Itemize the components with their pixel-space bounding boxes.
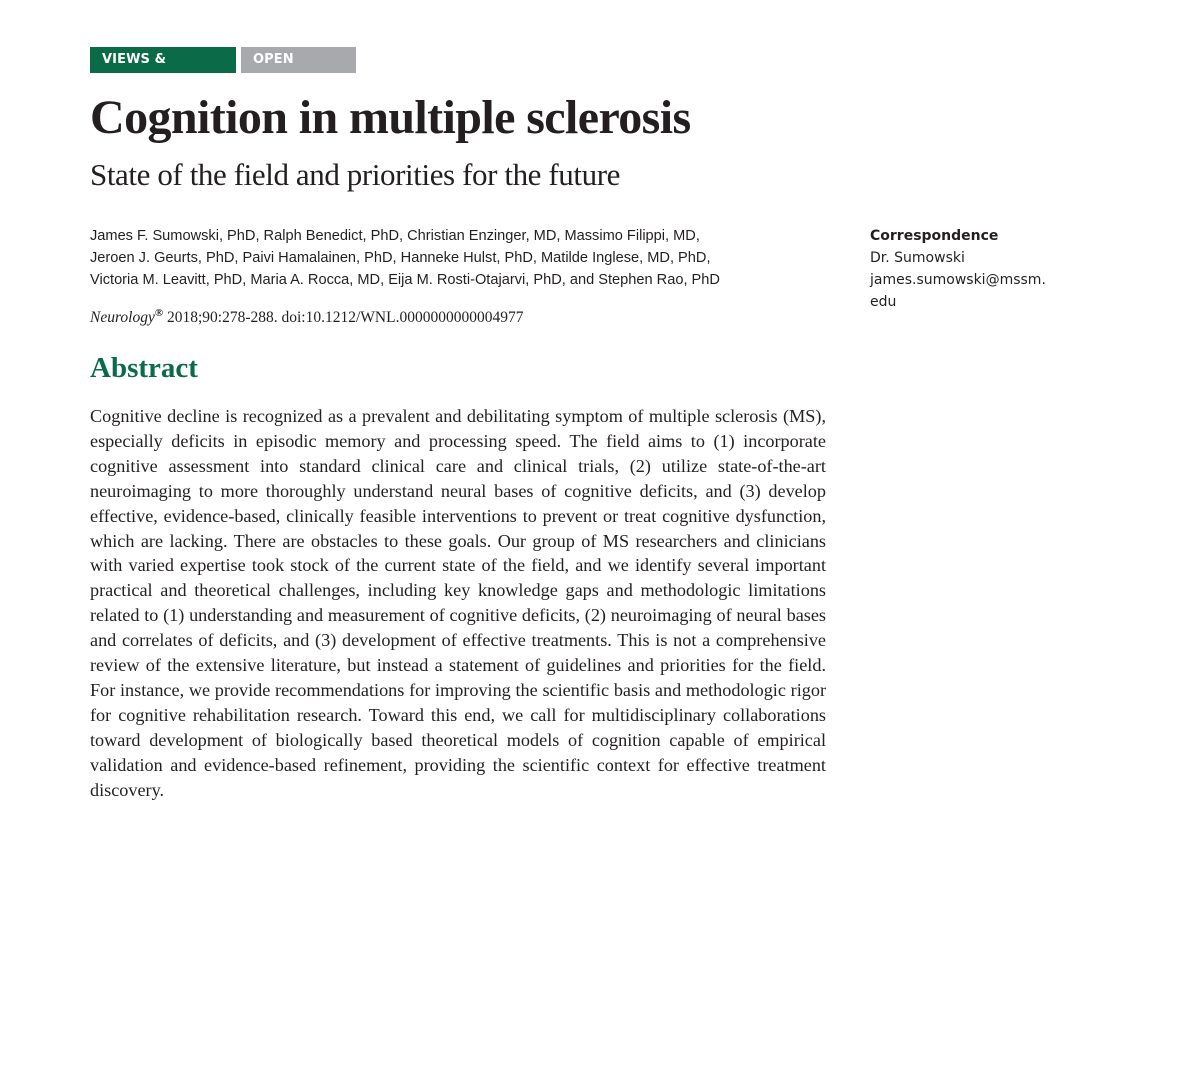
author-line: James F. Sumowski, PhD, Ralph Benedict, PhD, Christian Enzinger, MD, Massimo Filippi, MD, xyxy=(90,228,700,244)
section-tag: VIEWS & REVIEWS xyxy=(90,47,236,73)
citation-details: 2018;90:278-288. doi:10.1212/WNL.0000000000004977 xyxy=(163,309,524,327)
journal-name: Neurology xyxy=(90,309,155,327)
open-access-tag: OPEN ACCESS xyxy=(241,47,356,73)
abstract-heading: Abstract xyxy=(90,352,198,384)
registered-mark: ® xyxy=(154,307,164,319)
correspondence-email-line: edu xyxy=(870,294,897,310)
correspondence-email-line: james.sumowski@mssm. xyxy=(870,272,1046,288)
correspondence-box xyxy=(870,225,1070,313)
article-tags xyxy=(90,47,356,93)
correspondence-email[interactable] xyxy=(870,269,1070,313)
article-title: Cognition in multiple sclerosis xyxy=(90,91,691,144)
correspondence-heading: Correspondence xyxy=(870,228,999,244)
citation xyxy=(90,302,523,329)
author-line: Jeroen J. Geurts, PhD, Paivi Hamalainen, PhD, Hanneke Hulst, PhD, Matilde Inglese, MD, PhD, xyxy=(90,250,711,266)
article-subtitle: State of the field and priorities for the future xyxy=(90,157,621,192)
abstract-text: Cognitive decline is recognized as a prevalent and debilitating symptom of multiple sclerosis (MS), especially deficits in episodic memory and processing speed. The field aims to (1) incorporate cognitive assessment into standard clinical care and clinical trials, (2) utilize state-of-the-art neuroimaging to more thoroughly understand neural bases of cognitive deficits, and (3) develop effective, evidence-based, clinically feasible interventions to prevent or treat cognitive dysfunction, which are lacking. There are obstacles to these goals. Our group of MS researchers and clinicians with varied expertise took stock of the current state of the field, and we identify several important practical and theoretical challenges, including key knowledge gaps and methodologic limitations related to (1) understanding and measurement of cognitive deficits, (2) neuroimaging of neural bases and correlates of deficits, and (3) development of effective treatments. This is not a comprehensive review of the extensive literature, but instead a statement of guidelines and priorities for the field. For instance, we provide recommendations for improving the scientific basis and methodologic rigor for cognitive rehabilitation research. Toward this end, we call for multidisciplinary collaborations toward development of biologically based theoretical models of cognition capable of empirical validation and evidence-based refinement, providing the scientific context for effective treatment discovery. xyxy=(90,406,826,800)
author-list xyxy=(90,225,790,291)
correspondence-name: Dr. Sumowski xyxy=(870,250,965,266)
author-line: Victoria M. Leavitt, PhD, Maria A. Rocca, MD, Eija M. Rosti-Otajarvi, PhD, and Stephen Rao, PhD xyxy=(90,272,720,288)
